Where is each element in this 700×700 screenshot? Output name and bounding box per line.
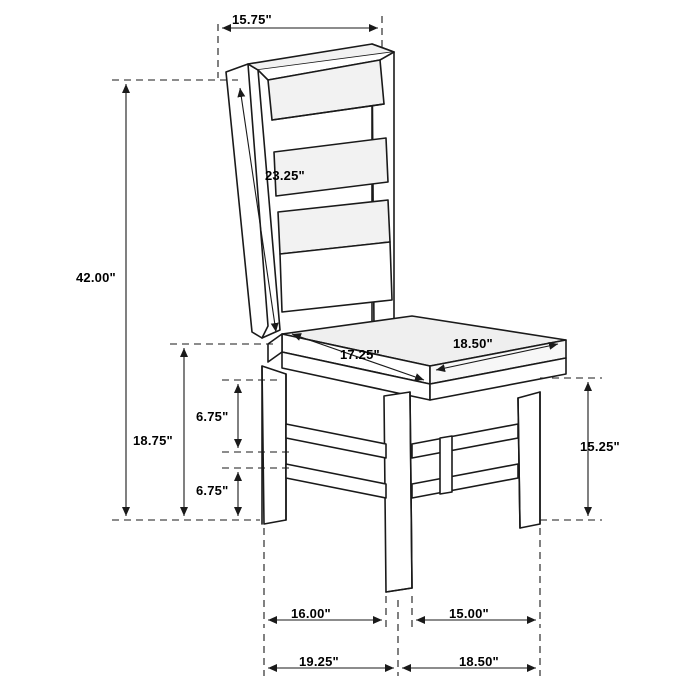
dim-label-right-seat-height: 15.25": [580, 439, 620, 454]
dim-label-side-leg-span: 15.00": [449, 606, 489, 621]
dim-label-seat-height: 18.75": [133, 433, 173, 448]
dim-label-front-leg-span: 16.00": [291, 606, 331, 621]
dim-label-overall-height: 42.00": [76, 270, 116, 285]
dim-label-lower-rail-gap: 6.75": [196, 483, 229, 498]
dim-label-seat-width: 18.50": [453, 336, 493, 351]
dim-label-upper-rail-gap: 6.75": [196, 409, 229, 424]
dim-label-back-height: 23.25": [265, 168, 305, 183]
dim-label-overall-depth: 19.25": [299, 654, 339, 669]
chair-outline: [226, 44, 566, 592]
dim-label-seat-depth: 17.25": [340, 347, 380, 362]
dim-label-overall-width: 18.50": [459, 654, 499, 669]
dim-label-top-width: 15.75": [232, 12, 272, 27]
